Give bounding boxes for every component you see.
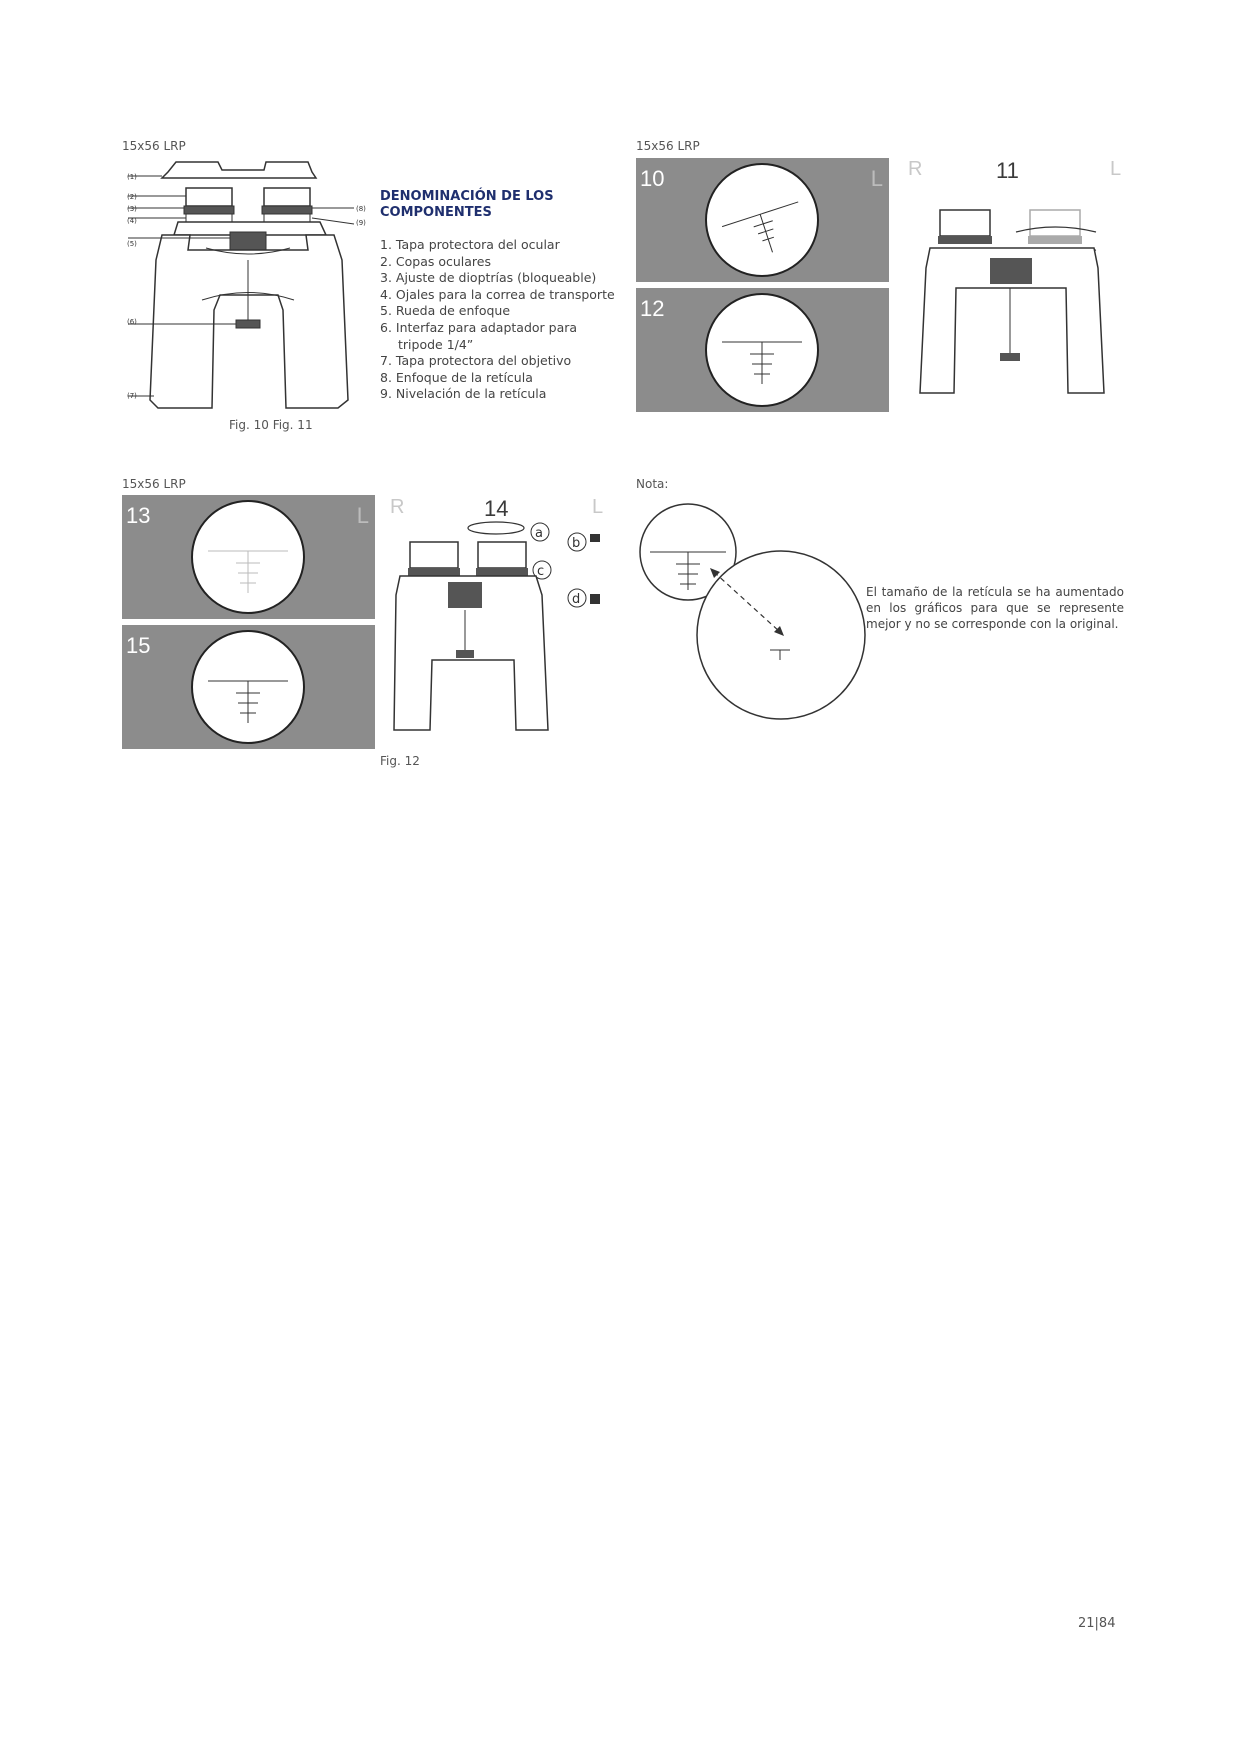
fig14-letter-r: R bbox=[390, 496, 405, 518]
list-item: 6. Interfaz para adaptador para bbox=[380, 319, 578, 335]
binocular-diopter-diagram bbox=[920, 208, 1104, 398]
reticle-scale-diagram bbox=[640, 500, 880, 730]
components-list bbox=[380, 237, 615, 403]
fig11-letter-l: L bbox=[1110, 158, 1122, 180]
fig-caption-1: Fig. 10 Fig. 11 bbox=[229, 418, 313, 432]
list-item: tripode 1/4” bbox=[398, 336, 474, 352]
panel-15 bbox=[122, 625, 375, 749]
panel-number: 13 bbox=[126, 503, 151, 528]
list-item: 2. Copas oculares bbox=[380, 253, 491, 269]
callout-4: (4) bbox=[127, 217, 137, 225]
unlock-icon bbox=[590, 534, 600, 542]
callout-3: (3) bbox=[127, 205, 137, 213]
list-item: 7. Tapa protectora del objetivo bbox=[380, 353, 572, 369]
reticle-level-icon bbox=[704, 292, 820, 408]
callout-7: (7) bbox=[127, 392, 137, 400]
fig14-callout-a: a bbox=[535, 526, 543, 541]
section-label-top-right: 15x56 LRP bbox=[636, 139, 700, 153]
callout-6: (6) bbox=[127, 318, 137, 326]
panel-number: 10 bbox=[640, 166, 665, 191]
fig11-number: 11 bbox=[996, 158, 1019, 183]
panel-letter: L bbox=[870, 166, 883, 191]
panel-12 bbox=[636, 288, 889, 412]
fig14-callout-b: b bbox=[572, 536, 581, 551]
reticle-tilted-icon bbox=[704, 162, 820, 278]
list-item: 3. Ajuste de dioptrías (bloqueable) bbox=[380, 270, 597, 286]
binocular-reticle-focus-diagram bbox=[392, 520, 608, 735]
panel-number: 15 bbox=[126, 633, 151, 658]
fig14-number: 14 bbox=[484, 496, 509, 521]
callout-1: (1) bbox=[127, 173, 137, 181]
list-item: 5. Rueda de enfoque bbox=[380, 303, 511, 319]
list-item: 9. Nivelación de la retícula bbox=[380, 386, 547, 402]
fig14-callout-c: c bbox=[537, 564, 545, 579]
list-item: 8. Enfoque de la retícula bbox=[380, 369, 533, 385]
binocular-front-diagram bbox=[118, 160, 380, 415]
fig14-letter-l: L bbox=[592, 496, 604, 518]
panel-number: 12 bbox=[640, 296, 665, 321]
section-label-bottom-right: Nota: bbox=[636, 477, 669, 491]
fig14-callout-d: d bbox=[572, 592, 581, 607]
panel-13 bbox=[122, 495, 375, 619]
reticle-blurred-icon bbox=[190, 499, 306, 615]
fig11-letter-r: R bbox=[908, 158, 923, 180]
section-label-bottom-left: 15x56 LRP bbox=[122, 477, 186, 491]
section-label-top-left: 15x56 LRP bbox=[122, 139, 186, 153]
callout-8: (8) bbox=[356, 205, 366, 213]
components-heading: DENOMINACIÓN DE LOS COMPONENTES bbox=[380, 189, 554, 220]
reticle-sharp-icon bbox=[190, 629, 306, 745]
lock-icon bbox=[590, 594, 600, 604]
fig-caption-2: Fig. 12 bbox=[380, 754, 420, 768]
callout-5: (5) bbox=[127, 240, 137, 248]
panel-10 bbox=[636, 158, 889, 282]
callout-2: (2) bbox=[127, 193, 137, 201]
note-text: El tamaño de la retícula se ha aumentado en los gráficos para que se represente mejor y no se corresponde con la original. bbox=[866, 585, 1124, 631]
panel-letter: L bbox=[356, 503, 369, 528]
callout-9: (9) bbox=[356, 219, 366, 227]
list-item: 4. Ojales para la correa de transporte bbox=[380, 286, 615, 302]
page-number: 21|84 bbox=[1078, 1616, 1116, 1631]
list-item: 1. Tapa protectora del ocular bbox=[380, 237, 560, 252]
